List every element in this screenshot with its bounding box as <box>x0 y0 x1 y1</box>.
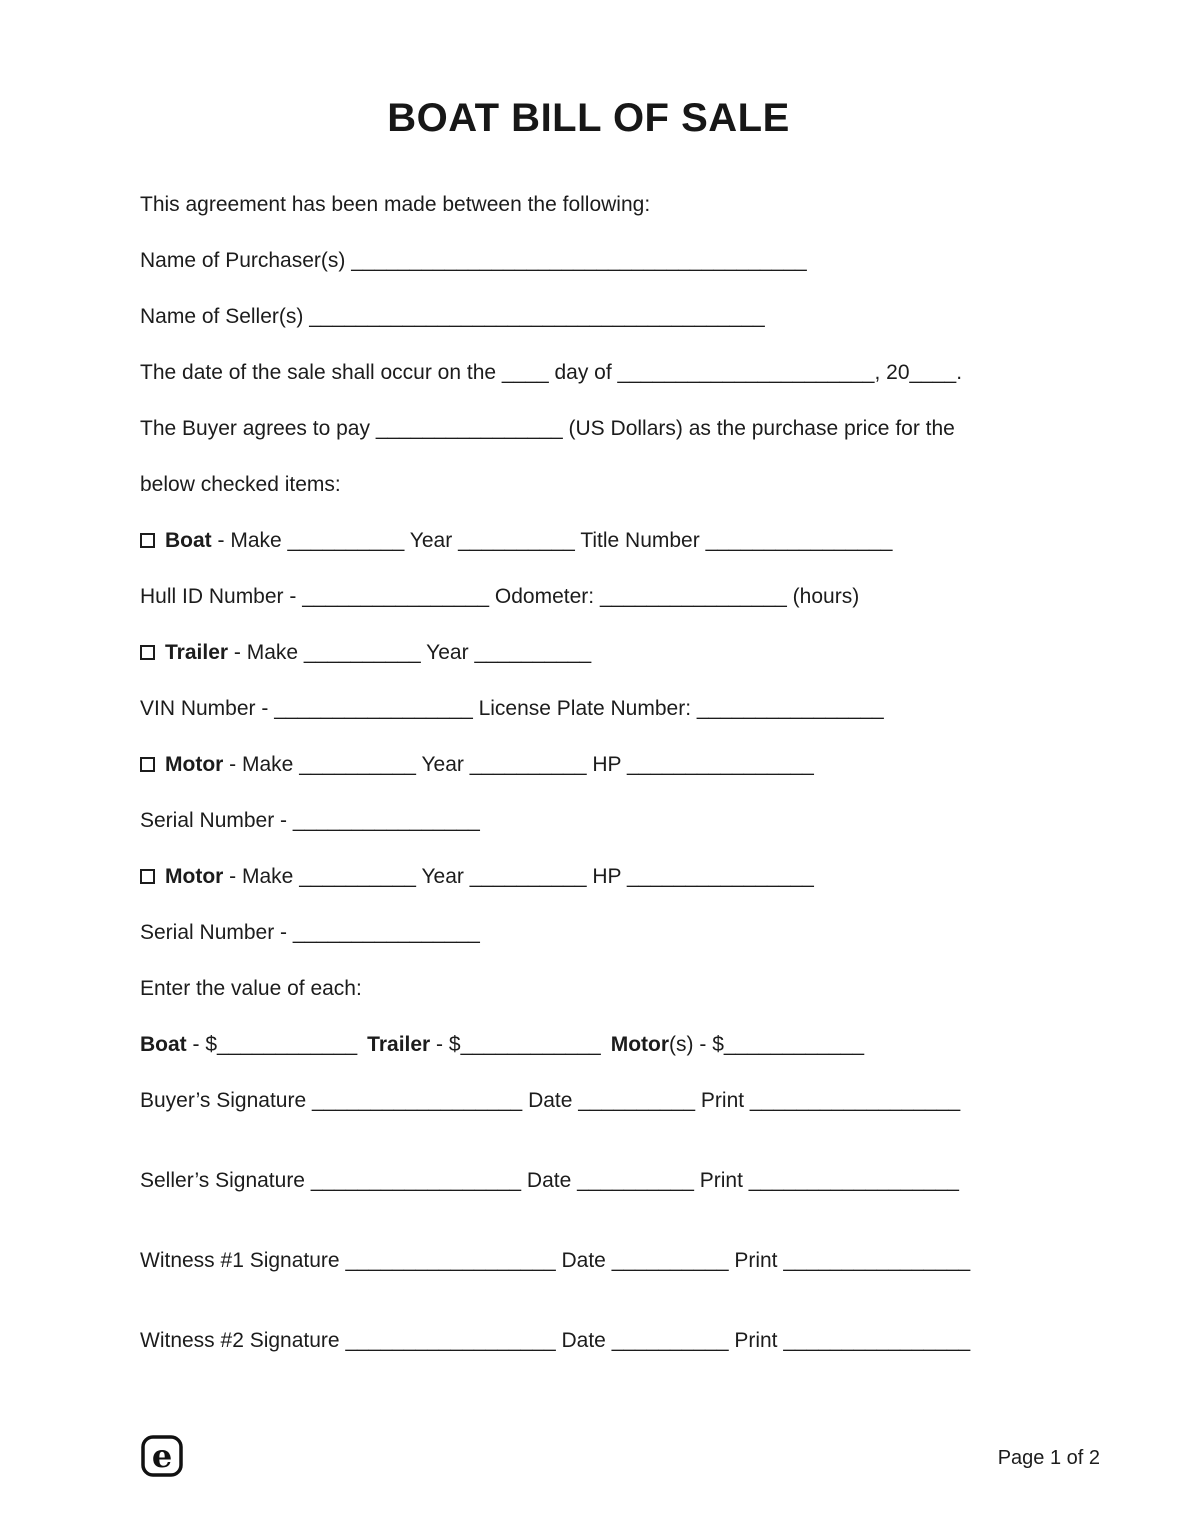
sale-date-text-1: The date of the sale shall occur on the <box>140 361 502 384</box>
witness2-print-label: Print <box>728 1329 784 1352</box>
seller-blank[interactable]: _______________________________________ <box>309 305 765 328</box>
document-title: BOAT BILL OF SALE <box>387 96 790 140</box>
page-indicator: Page 1 of 2 <box>997 1447 1100 1469</box>
serial1-line <box>140 809 1037 833</box>
serial2-line <box>140 921 1037 945</box>
witness2-date-label: Date <box>555 1329 612 1352</box>
boat-title-number-blank[interactable]: ________________ <box>705 529 893 552</box>
boat-line <box>140 529 1037 553</box>
sale-date-line <box>140 361 1037 385</box>
motor1-make-label: - Make <box>223 753 300 776</box>
witness2-signature-line <box>140 1329 1037 1353</box>
eforms-logo-letter: e <box>151 1437 173 1475</box>
seller-signature-line <box>140 1169 1037 1193</box>
motor2-year-blank[interactable]: __________ <box>469 865 587 888</box>
trailer-year-blank[interactable]: __________ <box>474 641 592 664</box>
value-trailer-blank[interactable]: ____________ <box>460 1033 601 1056</box>
hull-id-label: Hull ID Number - <box>140 585 303 608</box>
trailer-line <box>140 641 1037 665</box>
price-text-2: (US Dollars) as the purchase price for the <box>562 417 955 440</box>
witness1-print-label: Print <box>728 1249 784 1272</box>
witness1-print-blank[interactable]: ________________ <box>783 1249 971 1272</box>
motor2-year-label: Year <box>415 865 470 888</box>
purchaser-label: Name of Purchaser(s) <box>140 249 352 272</box>
value-boat-dash: - $ <box>186 1033 218 1056</box>
witness1-date-blank[interactable]: __________ <box>611 1249 729 1272</box>
boat-year-blank[interactable]: __________ <box>458 529 575 552</box>
boat-make-blank[interactable]: __________ <box>287 529 405 552</box>
value-boat-label: Boat <box>140 1033 187 1056</box>
witness2-signature-label: Witness #2 Signature <box>140 1329 346 1352</box>
motor2-hp-label: HP <box>586 865 627 888</box>
buyer-signature-blank[interactable]: __________________ <box>312 1089 523 1112</box>
witness1-date-label: Date <box>555 1249 612 1272</box>
sale-day-blank[interactable]: ____ <box>501 361 549 384</box>
vin-label: VIN Number - <box>140 697 275 720</box>
motor2-make-blank[interactable]: __________ <box>299 865 416 888</box>
price-blank[interactable]: ________________ <box>375 417 563 440</box>
seller-signature-label: Seller’s Signature <box>140 1169 311 1192</box>
purchaser-blank[interactable]: _______________________________________ <box>351 249 807 272</box>
motor2-hp-blank[interactable]: ________________ <box>626 865 814 888</box>
seller-signature-blank[interactable]: __________________ <box>310 1169 522 1192</box>
serial1-blank[interactable]: ________________ <box>292 809 480 832</box>
buyer-date-blank[interactable]: __________ <box>578 1089 696 1112</box>
odometer-blank[interactable]: ________________ <box>599 585 787 608</box>
motor1-year-label: Year <box>415 753 470 776</box>
below-checked-items-text: below checked items: <box>140 473 341 496</box>
boat-label: Boat <box>165 529 212 552</box>
motor2-checkbox-icon[interactable] <box>140 869 155 884</box>
seller-print-label: Print <box>693 1169 749 1192</box>
intro-text: This agreement has been made between the following: <box>140 193 651 216</box>
trailer-label: Trailer <box>165 641 229 664</box>
buyer-signature-line <box>140 1089 1037 1113</box>
motor2-make-label: - Make <box>223 865 300 888</box>
motor1-year-blank[interactable]: __________ <box>469 753 587 776</box>
value-boat-blank[interactable]: ____________ <box>217 1033 358 1056</box>
license-plate-label: License Plate Number: <box>472 697 697 720</box>
motor1-make-blank[interactable]: __________ <box>299 753 416 776</box>
witness1-signature-label: Witness #1 Signature <box>140 1249 346 1272</box>
page-footer <box>140 1434 1100 1478</box>
trailer-make-blank[interactable]: __________ <box>303 641 421 664</box>
boat-year-label: Year <box>404 529 459 552</box>
sale-date-text-3: , 20 <box>874 361 910 384</box>
witness1-signature-blank[interactable]: __________________ <box>345 1249 556 1272</box>
purchase-price-line <box>140 417 1037 441</box>
purchaser-line <box>140 249 1037 273</box>
hull-id-line <box>140 585 1037 609</box>
sale-year-blank[interactable]: ____ <box>909 361 957 384</box>
boat-checkbox-icon[interactable] <box>140 533 155 548</box>
seller-date-blank[interactable]: __________ <box>577 1169 694 1192</box>
seller-date-label: Date <box>521 1169 578 1192</box>
motor2-label: Motor <box>165 865 224 888</box>
seller-line <box>140 305 1037 329</box>
value-trailer-label: Trailer <box>367 1033 431 1056</box>
trailer-make-label: - Make <box>228 641 304 664</box>
value-line <box>140 1033 1037 1057</box>
witness2-signature-blank[interactable]: __________________ <box>345 1329 556 1352</box>
vin-blank[interactable]: _________________ <box>274 697 473 720</box>
boat-make-label: - Make <box>211 529 288 552</box>
trailer-checkbox-icon[interactable] <box>140 645 155 660</box>
price-text-1: The Buyer agrees to pay <box>140 417 376 440</box>
witness2-date-blank[interactable]: __________ <box>611 1329 729 1352</box>
sale-date-text-2: day of <box>548 361 618 384</box>
eforms-logo-icon <box>140 1434 184 1478</box>
seller-label: Name of Seller(s) <box>140 305 310 328</box>
serial1-label: Serial Number - <box>140 809 293 832</box>
value-motor-blank[interactable]: ____________ <box>723 1033 865 1056</box>
seller-print-blank[interactable]: __________________ <box>748 1169 959 1192</box>
value-motor-label: Motor <box>610 1033 670 1056</box>
buyer-print-blank[interactable]: __________________ <box>749 1089 961 1112</box>
motor1-hp-label: HP <box>586 753 627 776</box>
value-intro-line <box>140 977 1037 1001</box>
buyer-date-label: Date <box>522 1089 579 1112</box>
value-trailer-dash: - $ <box>430 1033 461 1056</box>
motor1-checkbox-icon[interactable] <box>140 757 155 772</box>
hull-id-blank[interactable]: ________________ <box>302 585 490 608</box>
motor1-line <box>140 753 1037 777</box>
buyer-print-label: Print <box>695 1089 750 1112</box>
buyer-signature-label: Buyer’s Signature <box>140 1089 312 1112</box>
sale-date-text-4: . <box>956 361 963 384</box>
motor1-hp-blank[interactable]: ________________ <box>626 753 814 776</box>
intro-line <box>140 193 1037 217</box>
witness1-signature-line <box>140 1249 1037 1273</box>
trailer-year-label: Year <box>420 641 475 664</box>
hours-label: (hours) <box>786 585 860 608</box>
boat-title-number-label: Title Number <box>574 529 706 552</box>
sale-month-blank[interactable]: ______________________ <box>617 361 875 384</box>
value-intro-text: Enter the value of each: <box>140 977 362 1000</box>
witness2-print-blank[interactable]: ________________ <box>783 1329 971 1352</box>
motor1-label: Motor <box>165 753 224 776</box>
serial2-blank[interactable]: ________________ <box>292 921 480 944</box>
serial2-label: Serial Number - <box>140 921 293 944</box>
motor2-line <box>140 865 1037 889</box>
license-plate-blank[interactable]: ________________ <box>696 697 884 720</box>
vin-line <box>140 697 1037 721</box>
below-checked-items-line <box>140 473 1037 497</box>
value-motor-dash: (s) - $ <box>669 1033 724 1056</box>
odometer-label: Odometer: <box>489 585 600 608</box>
